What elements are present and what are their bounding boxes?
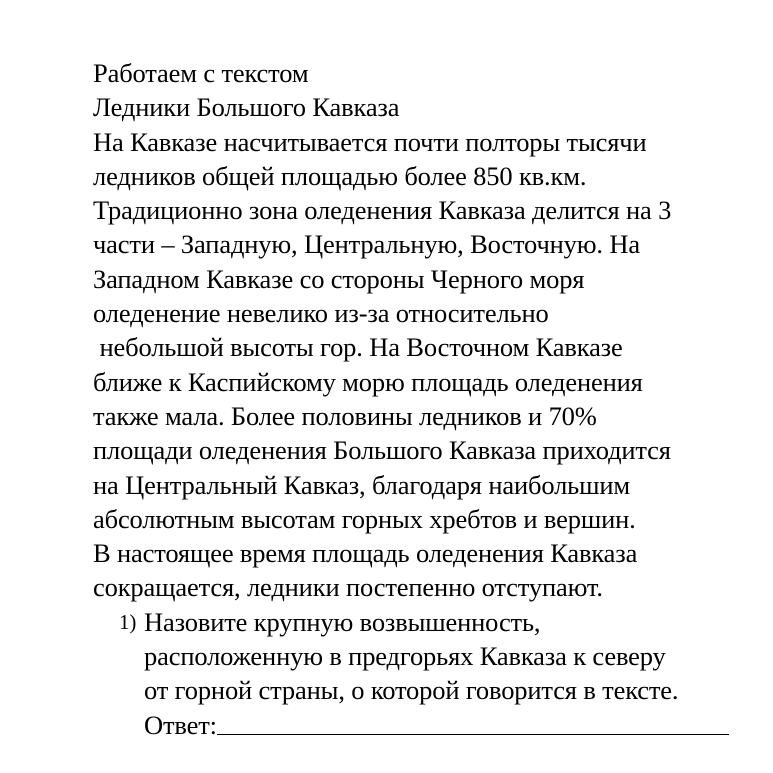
answer-blank-line <box>217 734 729 735</box>
document-title: Ледники Большого Кавказа <box>93 92 400 123</box>
paragraph-line: В настоящее время площадь оледенения Кавказа <box>93 538 638 569</box>
paragraph-line: оледенение невелико из-за относительно <box>93 298 549 329</box>
paragraph-line: сокращается, ледники постепенно отступают. <box>93 572 603 603</box>
question-line: расположенную в предгорьях Кавказа к северу <box>144 641 666 672</box>
paragraph-line: части – Западную, Центральную, Восточную. На <box>93 229 640 260</box>
paragraph-line: абсолютным высотам горных хребтов и вершин. <box>93 503 636 534</box>
paragraph-line: ледников общей площадью более 850 кв.км. <box>93 160 587 191</box>
paragraph-line: Западном Кавказе со стороны Черного моря <box>93 263 585 294</box>
paragraph-line: площади оледенения Большого Кавказа приходится <box>93 435 671 466</box>
paragraph-line: также мала. Более половины ледников и 70% <box>93 400 597 431</box>
paragraph-line: На Кавказе насчитывается почти полторы тысячи <box>93 126 647 157</box>
document-heading: Работаем с текстом <box>93 58 309 88</box>
answer-row <box>144 708 763 742</box>
paragraph-line: Традиционно зона оледенения Кавказа делится на 3 <box>93 195 672 226</box>
document <box>93 56 763 742</box>
answer-label: Ответ: <box>144 709 217 740</box>
question-number: 1) <box>119 609 137 634</box>
paragraph-line: небольшой высоты гор. На Восточном Кавказе <box>93 332 623 363</box>
question-line: от горной страны, о которой говорится в тексте. <box>144 675 679 706</box>
paragraph-line: на Центральный Кавказ, благодаря наибольшим <box>93 469 630 500</box>
paragraph-line: ближе к Каспийскому морю площадь оледенения <box>93 366 643 397</box>
text-paragraph <box>93 125 763 605</box>
question-1 <box>93 605 763 742</box>
question-line: Назовите крупную возвышенность, <box>144 606 541 637</box>
